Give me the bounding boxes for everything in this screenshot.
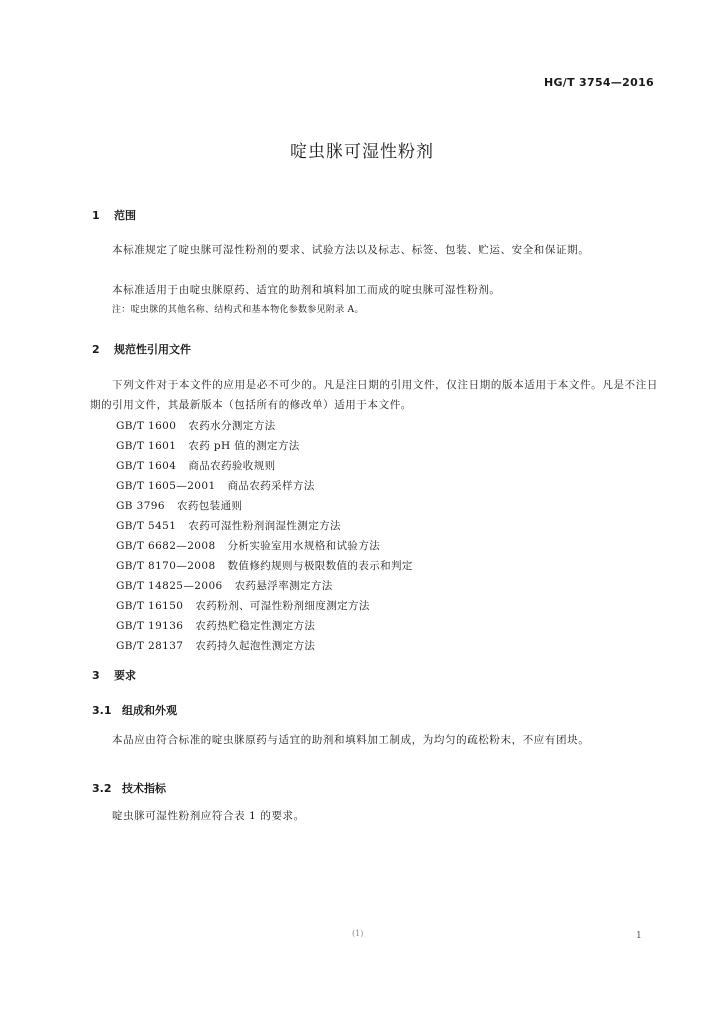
reference-item — [116, 478, 315, 493]
reference-code: GB/T 16150 — [116, 600, 184, 612]
reference-title: 农药包装通则 — [176, 500, 243, 512]
reference-code: GB/T 1604 — [116, 460, 177, 472]
reference-title: 农药水分测定方法 — [188, 420, 276, 432]
reference-item — [116, 418, 276, 433]
section-3-number: 3 — [92, 669, 100, 682]
section-3-1-text: 本品应由符合标准的啶虫脒原药与适宜的助剂和填料加工制成，为均匀的疏松粉末，不应有团块。 — [112, 734, 590, 746]
reference-code: GB/T 5451 — [116, 520, 177, 532]
reference-title: 农药热贮稳定性测定方法 — [195, 620, 316, 632]
reference-code: GB/T 6682—2008 — [116, 540, 216, 552]
reference-code: GB/T 14825—2006 — [116, 580, 223, 592]
document-title: 啶虫脒可湿性粉剂 — [290, 142, 434, 162]
reference-code: GB/T 1600 — [116, 420, 177, 432]
reference-title: 农药持久起泡性测定方法 — [195, 640, 316, 652]
section-1-number: 1 — [92, 209, 100, 222]
section-3-1-title: 组成和外观 — [122, 704, 177, 717]
section-3-2-text: 啶虫脒可湿性粉剂应符合表 1 的要求。 — [112, 810, 305, 822]
section-1-paragraph-2: 本标准适用于由啶虫脒原药、适宜的助剂和填料加工而成的啶虫脒可湿性粉剂。 — [112, 284, 501, 296]
reference-code: GB/T 1601 — [116, 440, 177, 452]
reference-title: 分析实验室用水规格和试验方法 — [227, 540, 381, 552]
section-3-2-heading — [92, 780, 166, 796]
reference-code: GB/T 19136 — [116, 620, 184, 632]
section-2-heading — [92, 341, 191, 357]
section-3-title: 要求 — [114, 669, 136, 682]
reference-code: GB 3796 — [116, 500, 165, 512]
reference-item — [116, 498, 242, 513]
reference-item — [116, 638, 315, 653]
section-3-heading — [92, 667, 136, 683]
reference-title: 农药可湿性粉剂润湿性测定方法 — [188, 520, 341, 532]
section-3-1-heading — [92, 702, 177, 718]
section-3-2-number: 3.2 — [92, 782, 112, 795]
section-1-title: 范围 — [114, 209, 136, 222]
reference-item — [116, 458, 276, 473]
reference-code: GB/T 8170—2008 — [116, 560, 216, 572]
reference-item — [116, 618, 315, 633]
standard-code: HG/T 3754—2016 — [543, 76, 654, 89]
reference-item — [116, 598, 370, 613]
section-1-heading — [92, 207, 136, 223]
section-3-2-title: 技术指标 — [122, 782, 166, 795]
section-1-note: 注：啶虫脒的其他名称、结构式和基本物化参数参见附录 A。 — [112, 305, 364, 315]
page-number: 1 — [636, 931, 642, 941]
reference-title: 农药悬浮率测定方法 — [234, 580, 333, 592]
reference-code: GB/T 1605—2001 — [116, 480, 216, 492]
section-2-intro: 下列文件对于本文件的应用是必不可少的。凡是注日期的引用文件，仅注日期的版本适用于本文件。凡是不注日期的引用文件，其最新版本（包括所有的修改单）适用于本文件。 — [90, 379, 658, 411]
reference-title: 数值修约规则与极限数值的表示和判定 — [227, 560, 413, 572]
reference-title: 农药粉剂、可湿性粉剂细度测定方法 — [195, 600, 370, 612]
section-3-1-number: 3.1 — [92, 704, 112, 717]
reference-title: 商品农药采样方法 — [227, 480, 315, 492]
section-2-title: 规范性引用文件 — [114, 343, 191, 356]
reference-item — [116, 538, 380, 553]
reference-code: GB/T 28137 — [116, 640, 184, 652]
reference-title: 商品农药验收规则 — [188, 460, 276, 472]
section-2-number: 2 — [92, 343, 100, 356]
reference-item — [116, 438, 300, 453]
reference-item — [116, 518, 341, 533]
reference-item — [116, 558, 413, 573]
footer-center-mark: (1) — [352, 929, 364, 938]
reference-item — [116, 578, 333, 593]
reference-title: 农药 pH 值的测定方法 — [188, 440, 300, 452]
section-1-paragraph-1: 本标准规定了啶虫脒可湿性粉剂的要求、试验方法以及标志、标签、包装、贮运、安全和保证期。 — [112, 244, 590, 256]
